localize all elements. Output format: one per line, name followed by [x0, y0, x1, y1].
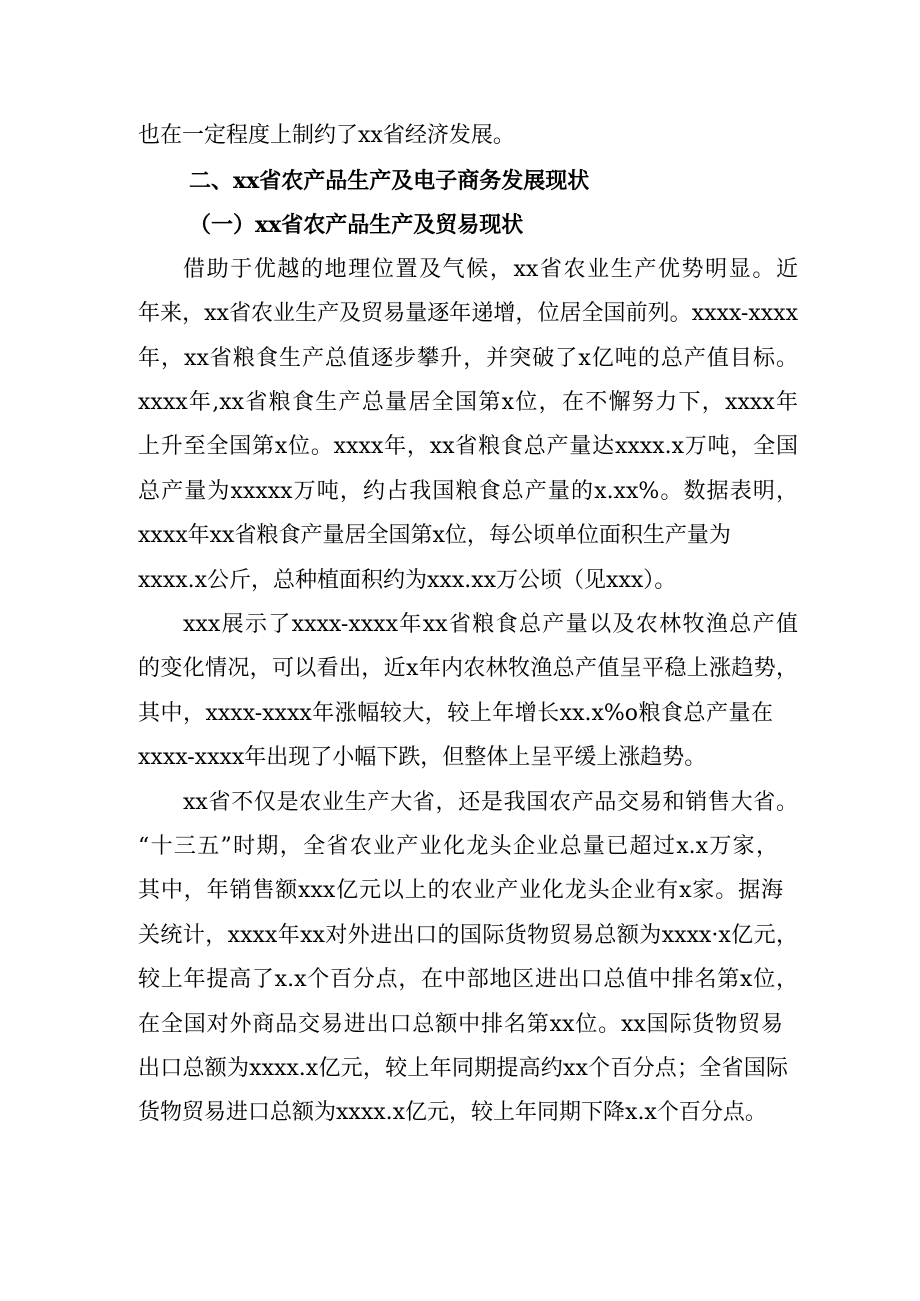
text-line: 借助于优越的地理位置及气候，xx省农业生产优势明显。近	[183, 257, 798, 282]
text-line: 年，xx省粮食生产总值逐步攀升，并突破了x亿吨的总产值目标。	[138, 346, 798, 371]
text-line: “十三五”时期，全省农业产业化龙头企业总量已超过x.x万家，	[138, 834, 778, 859]
subsection-heading: （一）xx省农产品生产及贸易现状	[189, 212, 524, 238]
text-line: xxx展示了xxxx-xxxx年xx省粮食总产量以及农林牧渔总产值	[183, 612, 798, 637]
text-line: 在全国对外商品交易进出口总额中排名第xx位。xx国际货物贸易	[138, 1012, 783, 1037]
section-heading: 二、xx省农产品生产及电子商务发展现状	[189, 168, 590, 194]
text-line: 其中，xxxx-xxxx年涨幅较大，较上年增长xx.x%o粮食总产量在	[138, 701, 773, 726]
text-line: 其中，年销售额xxx亿元以上的农业产业化龙头企业有x家。据海	[138, 878, 783, 903]
text-line: 上升至全国第x位。xxxx年，xx省粮食总产量达xxxx.x万吨，全国	[138, 434, 798, 459]
text-line: 年来，xx省农业生产及贸易量逐年递增，位居全国前列。xxxx-xxxx	[138, 301, 798, 326]
text-line: 也在一定程度上制约了xx省经济发展。	[138, 123, 515, 148]
text-line: 关统计，xxxx年xx对外进出口的国际货物贸易总额为xxxx·x亿元，	[138, 923, 798, 948]
text-line: 的变化情况，可以看出，近x年内农林牧渔总产值呈平稳上涨趋势，	[138, 656, 798, 681]
text-line: xx省不仅是农业生产大省，还是我国农产品交易和销售大省。	[183, 790, 798, 815]
text-line: xxxx年,xx省粮食生产总量居全国第x位，在不懈努力下，xxxx年	[138, 390, 798, 415]
text-line: 货物贸易进口总额为xxxx.x亿元，较上年同期下降x.x个百分点。	[138, 1100, 767, 1125]
text-line: 较上年提高了x.x个百分点，在中部地区进出口总值中排名第x位，	[138, 967, 798, 992]
text-line: xxxx-xxxx年出现了小幅下跌，但整体上呈平缓上涨趋势。	[138, 745, 707, 770]
text-line: 出口总额为xxxx.x亿元，较上年同期提高约xx个百分点；全省国际	[138, 1056, 788, 1081]
text-line: xxxx年xx省粮食产量居全国第x位，每公顷单位面积生产量为	[138, 523, 731, 548]
text-line: xxxx.x公斤，总种植面积约为xxx.xx万公顷（见xxx）。	[138, 568, 677, 593]
text-line: 总产量为xxxxx万吨，约占我国粮食总产量的x.xx%。数据表明，	[138, 479, 798, 504]
